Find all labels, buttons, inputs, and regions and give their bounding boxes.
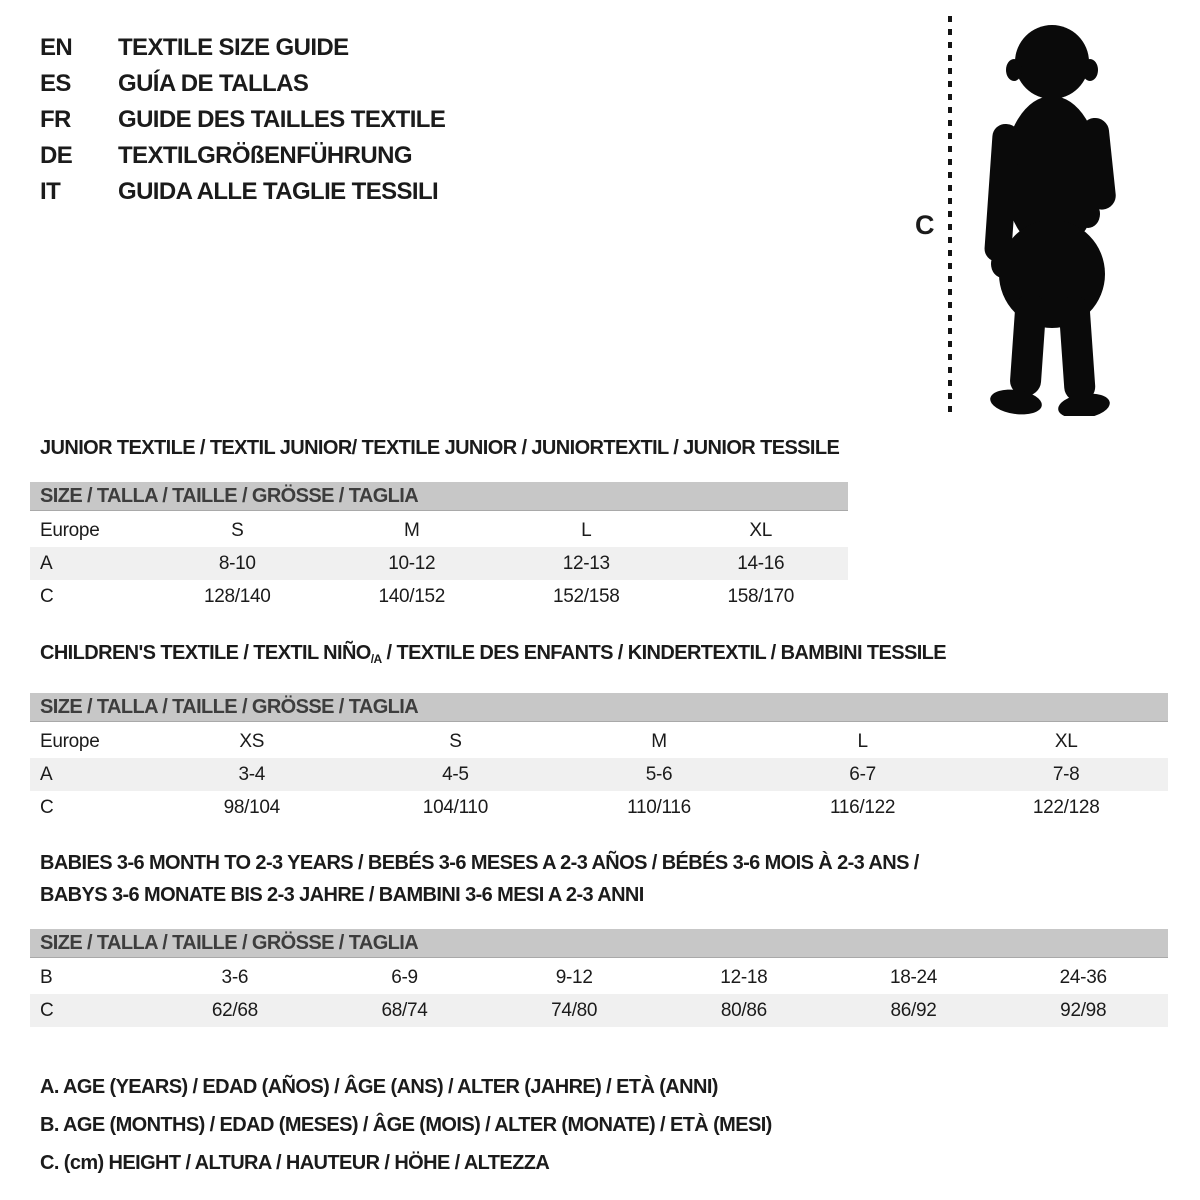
- toddler-silhouette-icon: [966, 16, 1138, 416]
- title-line-2: BABYS 3-6 MONATE BIS 2-3 JAHRE / BAMBINI 3-6 MESI A 2-3 ANNI: [40, 884, 644, 906]
- legend-age-months: B. AGE (MONTHS) / EDAD (MESES) / ÂGE (MOIS) / ALTER (MONATE) / ETÀ (MESI): [40, 1114, 772, 1136]
- language-row-it: [40, 174, 445, 210]
- height-cell: 86/92: [890, 1000, 937, 1021]
- row-label: B: [40, 967, 53, 988]
- language-row-en: [40, 30, 445, 66]
- size-cell: XL: [1054, 731, 1078, 752]
- language-code: EN: [40, 34, 73, 61]
- table-row-height: [30, 791, 1168, 824]
- height-cell: 74/80: [551, 1000, 598, 1021]
- size-cell: XL: [749, 520, 773, 541]
- age-cell: 12-13: [562, 553, 610, 574]
- height-cell: 92/98: [1060, 1000, 1107, 1021]
- height-cell: 158/170: [727, 586, 795, 607]
- age-cell: 3-4: [238, 764, 266, 785]
- size-table-header: SIZE / TALLA / TAILLE / GRÖSSE / TAGLIA: [30, 482, 848, 511]
- height-cell: 140/152: [378, 586, 446, 607]
- height-cell: 122/128: [1032, 797, 1100, 818]
- section-title: JUNIOR TEXTILE / TEXTIL JUNIOR/ TEXTILE JUNIOR / JUNIORTEXTIL / JUNIOR TESSILE: [40, 437, 840, 459]
- size-cell: L: [857, 731, 868, 752]
- age-cell: 12-18: [720, 967, 768, 988]
- table-row-europe: [30, 725, 1168, 758]
- babies-size-table: [30, 929, 1168, 1027]
- language-list: [40, 30, 445, 210]
- language-row-fr: [40, 102, 445, 138]
- title-line-1: BABIES 3-6 MONTH TO 2-3 YEARS / BEBÉS 3-6 MESES A 2-3 AÑOS / BÉBÉS 3-6 MOIS À 2-3 ANS /: [40, 852, 919, 874]
- height-cell: 98/104: [223, 797, 280, 818]
- height-measure-label: C: [915, 210, 935, 240]
- language-code: FR: [40, 106, 71, 133]
- row-label: Europe: [40, 520, 100, 541]
- height-cell: 62/68: [211, 1000, 258, 1021]
- age-cell: 8-10: [218, 553, 256, 574]
- age-cell: 10-12: [388, 553, 436, 574]
- age-cell: 6-9: [391, 967, 418, 988]
- height-cell: 116/122: [829, 797, 896, 818]
- age-cell: 7-8: [1052, 764, 1080, 785]
- age-cell: 24-36: [1059, 967, 1107, 988]
- table-row-height: [30, 580, 848, 613]
- table-row-age-months: [30, 961, 1168, 994]
- legend-height-cm: C. (cm) HEIGHT / ALTURA / HAUTEUR / HÖHE / ALTEZZA: [40, 1152, 550, 1174]
- size-cell: S: [449, 731, 462, 752]
- height-cell: 128/140: [203, 586, 271, 607]
- height-cell: 80/86: [720, 1000, 767, 1021]
- language-code: ES: [40, 70, 71, 97]
- age-cell: 3-6: [221, 967, 249, 988]
- height-cell: 152/158: [552, 586, 620, 607]
- age-cell: 6-7: [849, 764, 876, 785]
- size-cell: M: [651, 731, 667, 752]
- section-babies-textile: [30, 843, 1168, 1027]
- section-title: [40, 847, 1168, 911]
- row-label: A: [40, 553, 53, 574]
- age-cell: 18-24: [889, 967, 938, 988]
- row-label: C: [40, 586, 54, 607]
- language-code: DE: [40, 142, 73, 169]
- language-title: GUIDE DES TAILLES TEXTILE: [118, 106, 446, 133]
- language-title: TEXTILE SIZE GUIDE: [118, 34, 349, 61]
- height-dashed-line-icon: [948, 16, 952, 416]
- table-row-europe: [30, 514, 848, 547]
- children-size-table: [30, 693, 1168, 824]
- table-row-age: [30, 547, 848, 580]
- size-cell: L: [581, 520, 592, 541]
- size-table-header: SIZE / TALLA / TAILLE / GRÖSSE / TAGLIA: [30, 693, 1168, 722]
- measure-legend: [40, 1068, 772, 1182]
- age-cell: 4-5: [442, 764, 469, 785]
- size-cell: M: [403, 520, 420, 541]
- language-title: GUIDA ALLE TAGLIE TESSILI: [118, 178, 439, 205]
- row-label: Europe: [40, 731, 100, 752]
- age-cell: 9-12: [555, 967, 593, 988]
- language-title: GUÍA DE TALLAS: [118, 70, 309, 97]
- table-row-age: [30, 758, 1168, 791]
- row-label: A: [40, 764, 53, 785]
- height-cell: 68/74: [381, 1000, 428, 1021]
- section-title: [40, 641, 1168, 671]
- section-junior-textile: [30, 432, 848, 613]
- size-table-header: SIZE / TALLA / TAILLE / GRÖSSE / TAGLIA: [30, 929, 1168, 958]
- row-label: C: [40, 797, 54, 818]
- height-cell: 104/110: [422, 797, 488, 818]
- table-row-height: [30, 994, 1168, 1027]
- title-part: CHILDREN'S TEXTILE / TEXTIL NIÑO: [40, 642, 371, 664]
- language-code: IT: [40, 178, 61, 205]
- age-cell: 14-16: [737, 553, 785, 574]
- junior-size-table: [30, 482, 848, 613]
- section-childrens-textile: [30, 637, 1168, 824]
- height-cell: 110/116: [627, 797, 691, 818]
- legend-age-years: A. AGE (YEARS) / EDAD (AÑOS) / ÂGE (ANS) / ALTER (JAHRE) / ETÀ (ANNI): [40, 1076, 718, 1098]
- size-cell: S: [231, 520, 244, 541]
- language-row-es: [40, 66, 445, 102]
- title-subscript: /A: [370, 652, 382, 666]
- title-part: / TEXTILE DES ENFANTS / KINDERTEXTIL / BAMBINI TESSILE: [381, 642, 947, 664]
- language-title: TEXTILGRÖßENFÜHRUNG: [118, 142, 412, 169]
- row-label: C: [40, 1000, 54, 1021]
- size-cell: XS: [239, 731, 265, 752]
- height-measure-figure: [890, 0, 1140, 430]
- age-cell: 5-6: [645, 764, 673, 785]
- language-row-de: [40, 138, 445, 174]
